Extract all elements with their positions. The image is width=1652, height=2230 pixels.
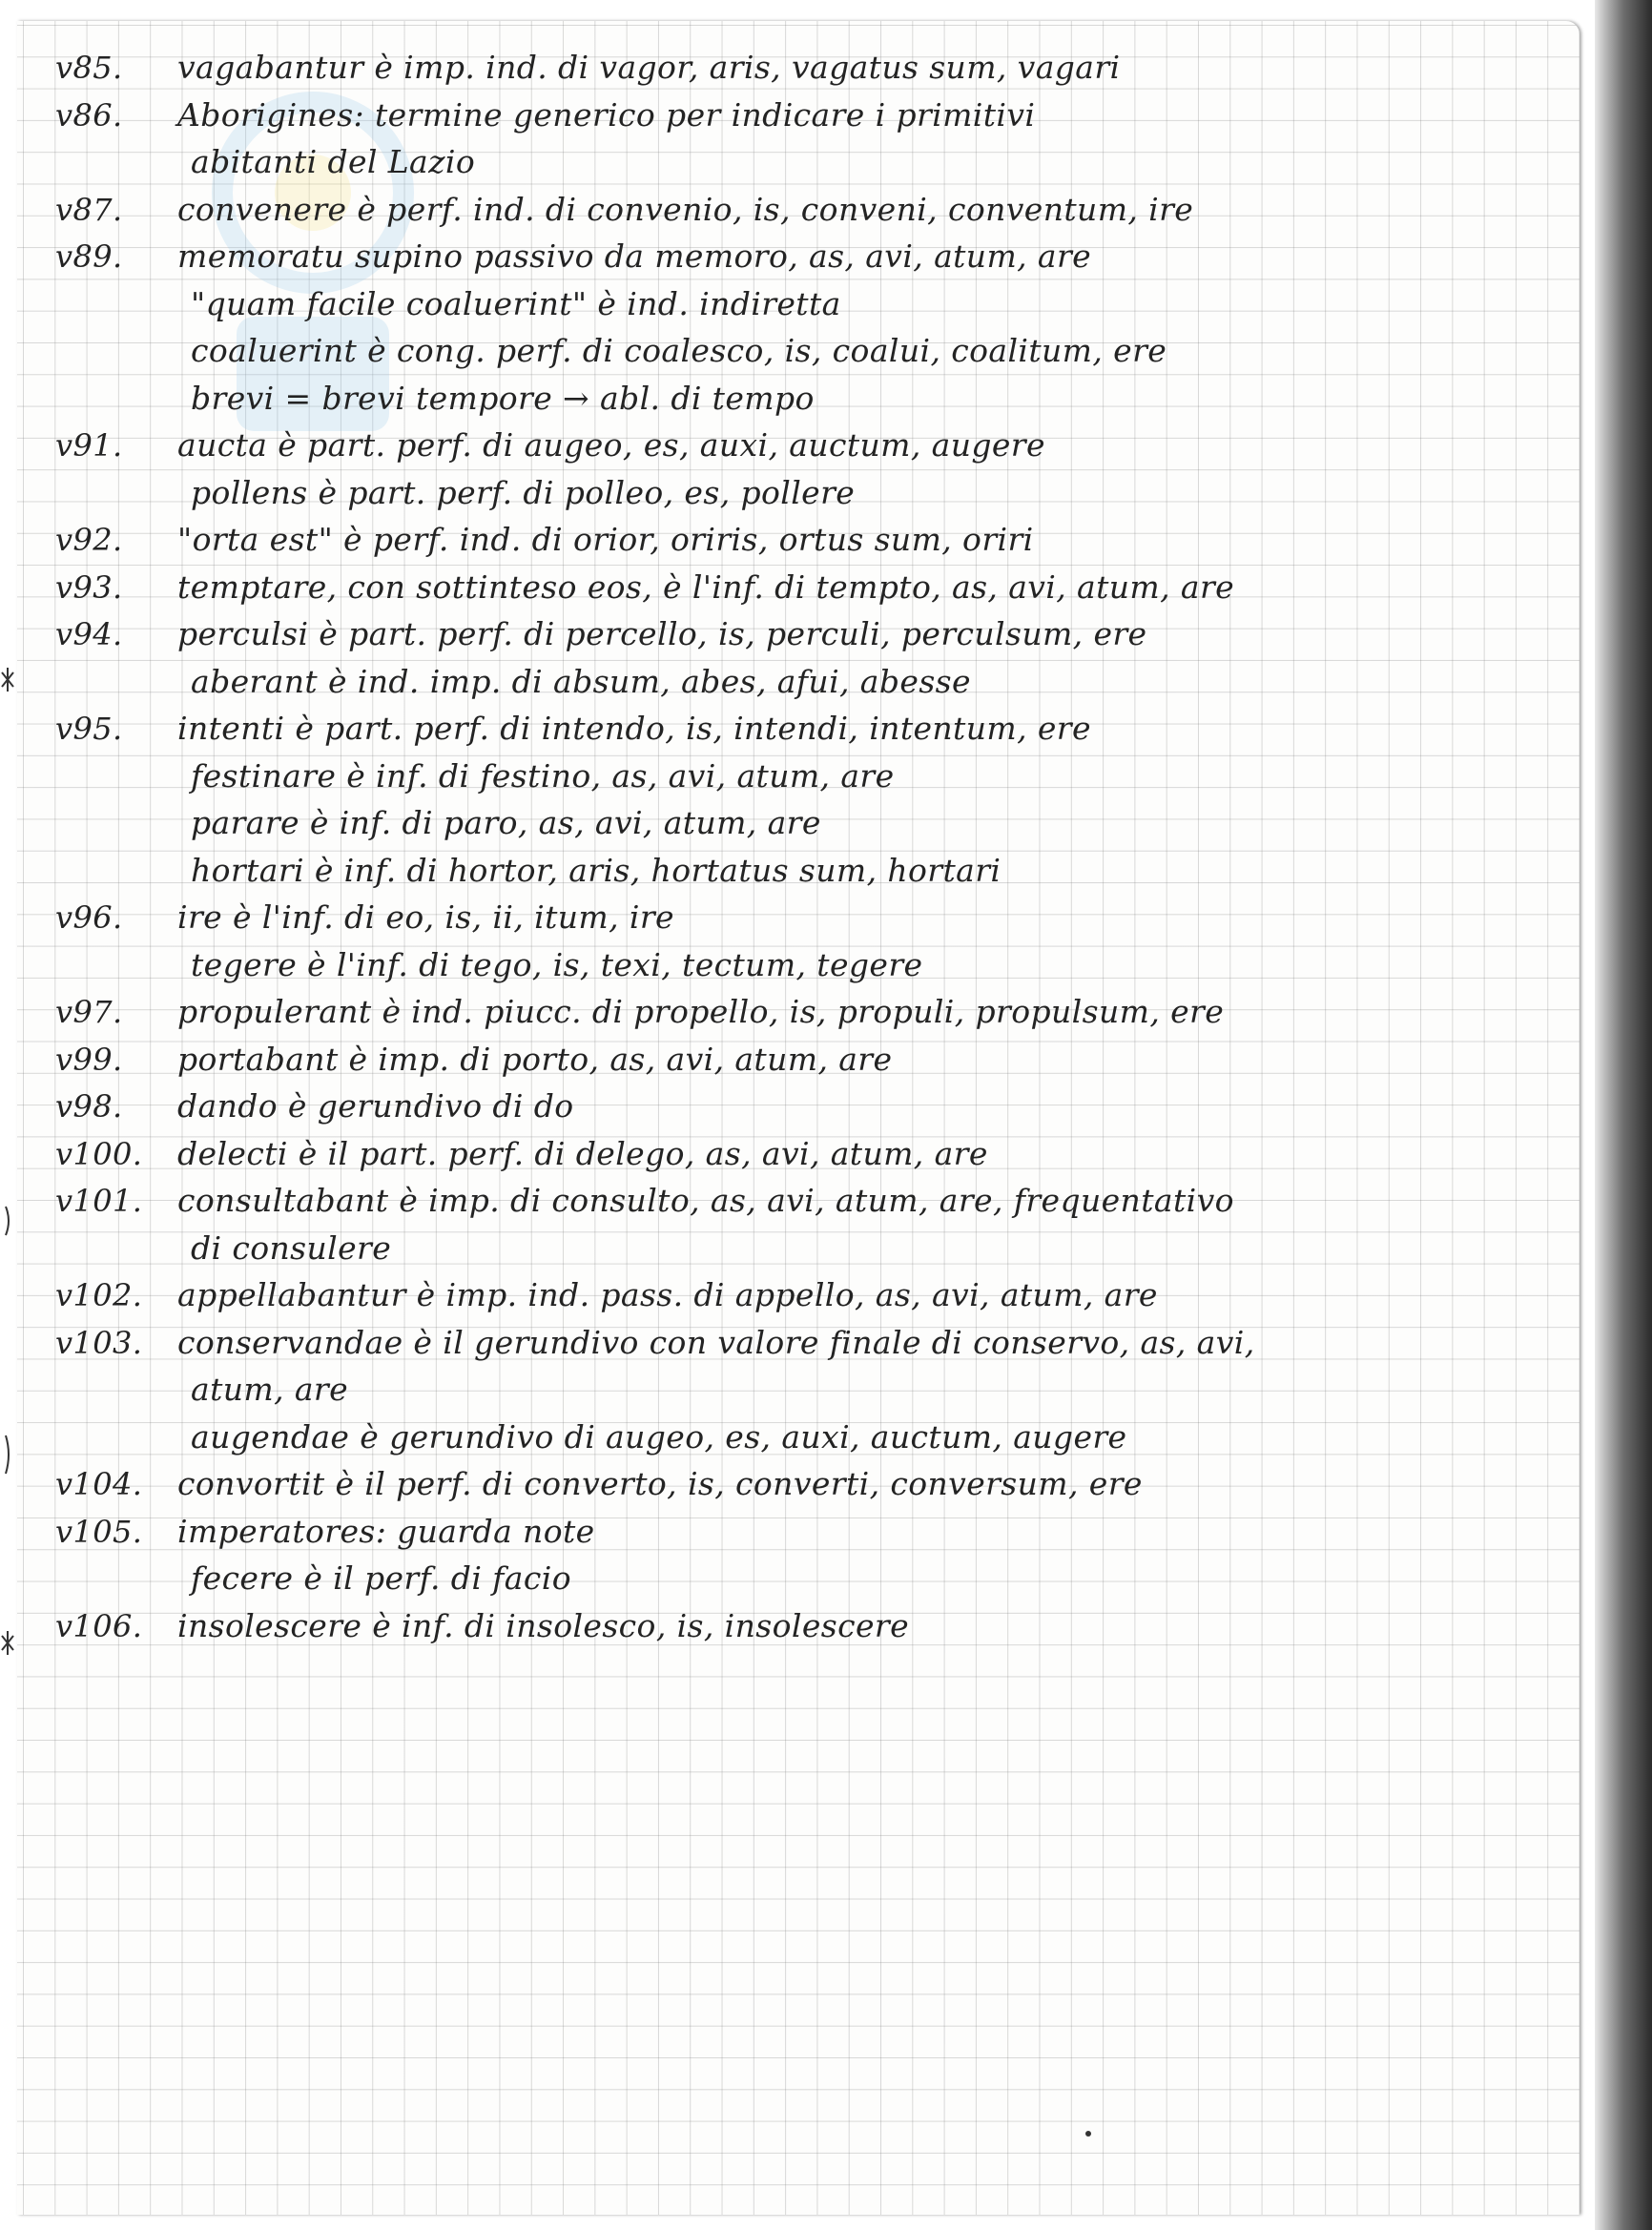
note-text: dando è gerundivo di do [177, 1087, 574, 1125]
note-text: pollens è part. perf. di polleo, es, pollere [191, 473, 856, 511]
note-line [55, 1271, 1543, 1319]
note-line [55, 610, 1543, 658]
note-line [55, 705, 1543, 753]
line-number: v105. [55, 1513, 143, 1550]
line-number: v91. [55, 427, 123, 464]
margin-asterisk-mark [2, 668, 13, 692]
note-line [55, 1366, 1543, 1414]
line-number: v85. [55, 50, 123, 86]
note-line [55, 1602, 1543, 1650]
notebook-page [17, 21, 1580, 2215]
note-line [55, 186, 1543, 234]
note-text: fecere è il perf. di facio [191, 1559, 571, 1597]
note-text: intenti è part. perf. di intendo, is, intendi, intentum, ere [177, 710, 1091, 747]
note-line [55, 1130, 1543, 1178]
note-text: aberant è ind. imp. di absum, abes, afui, abesse [191, 662, 971, 700]
note-text: ire è l'inf. di eo, is, ii, itum, ire [177, 898, 674, 936]
line-number: v87. [55, 191, 123, 228]
note-line [55, 92, 1543, 139]
note-text: abitanti del Lazio [191, 143, 476, 180]
note-line [55, 1414, 1543, 1461]
note-line [55, 1083, 1543, 1130]
note-line [55, 375, 1543, 423]
note-text: delecti è il part. perf. di delego, as, avi, atum, are [177, 1134, 988, 1172]
note-line [55, 1177, 1543, 1225]
note-text: "orta est" è perf. ind. di orior, oriris, ortus sum, oriri [177, 521, 1034, 558]
note-text: coaluerint è cong. perf. di coalesco, is, coalui, coalitum, ere [191, 332, 1167, 369]
note-text: augendae è gerundivo di augeo, es, auxi, auctum, augere [191, 1417, 1127, 1456]
note-text: di consulere [191, 1229, 392, 1267]
note-text: parare è inf. di paro, as, avi, atum, are [191, 804, 821, 841]
note-line [55, 138, 1543, 186]
line-number: v106. [55, 1607, 143, 1644]
note-text: festinare è inf. di festino, as, avi, atum, are [191, 756, 895, 795]
note-text: convortit è il perf. di converto, is, converti, conversum, ere [177, 1465, 1143, 1502]
note-line [55, 988, 1543, 1036]
margin-paren-mark [6, 1207, 9, 1235]
margin-asterisk-mark [2, 1631, 13, 1655]
note-line [55, 847, 1543, 895]
note-line [55, 469, 1543, 517]
note-text: convenere è perf. ind. di convenio, is, conveni, conventum, ire [177, 190, 1194, 228]
note-line [55, 1460, 1543, 1508]
note-text: appellabantur è imp. ind. pass. di appello, as, avi, atum, are [177, 1276, 1158, 1313]
margin-marks [0, 0, 17, 2230]
note-text: vagabantur è imp. ind. di vagor, aris, vagatus sum, vagari [177, 49, 1121, 86]
note-text: "quam facile coaluerint" è ind. indiretta [191, 284, 841, 322]
note-text: perculsi è part. perf. di percello, is, perculi, perculsum, ere [177, 615, 1147, 652]
note-line [55, 941, 1543, 989]
note-text: tegere è l'inf. di tego, is, texi, tectum, tegere [191, 945, 923, 983]
line-number: v89. [55, 238, 123, 275]
note-line [55, 280, 1543, 328]
note-line [55, 1555, 1543, 1602]
line-number: v104. [55, 1466, 143, 1502]
note-line [55, 422, 1543, 469]
note-text: insolescere è inf. di insolesco, is, insolescere [177, 1606, 910, 1644]
note-text: consultabant è imp. di consulto, as, avi, atum, are, frequentativo [177, 1182, 1234, 1219]
note-text: hortari è inf. di hortor, aris, hortatus sum, hortari [191, 851, 1002, 889]
note-text: atum, are [191, 1371, 349, 1408]
line-number: v99. [55, 1041, 123, 1078]
line-number: v98. [55, 1088, 123, 1125]
note-text: aucta è part. perf. di augeo, es, auxi, auctum, augere [177, 426, 1045, 464]
note-text: memoratu supino passivo da memoro, as, avi, atum, are [177, 237, 1092, 275]
note-text: conservandae è il gerundivo con valore finale di conservo, as, avi, [177, 1323, 1255, 1361]
note-line [55, 1319, 1543, 1367]
line-number: v97. [55, 994, 123, 1030]
note-line [55, 753, 1543, 800]
note-text: portabant è imp. di porto, as, avi, atum, are [177, 1040, 893, 1078]
note-text: temptare, con sottinteso eos, è l'inf. di tempto, as, avi, atum, are [177, 568, 1235, 606]
note-line [55, 1225, 1543, 1272]
line-number: v92. [55, 522, 123, 558]
note-text: Aborigines: termine generico per indicare i primitivi [177, 95, 1036, 134]
note-line [55, 564, 1543, 611]
note-text: brevi = brevi tempore → abl. di tempo [191, 379, 815, 417]
note-line [55, 894, 1543, 941]
note-line [55, 658, 1543, 706]
line-number: v95. [55, 711, 123, 747]
desk-background [1595, 0, 1652, 2230]
note-line [55, 799, 1543, 847]
line-number: v86. [55, 96, 123, 134]
line-number: v101. [55, 1183, 143, 1219]
note-line [55, 233, 1543, 280]
line-number: v94. [55, 616, 123, 652]
line-number: v102. [55, 1277, 143, 1313]
line-number: v96. [55, 899, 123, 936]
note-line [55, 516, 1543, 564]
note-line [55, 1036, 1543, 1084]
note-text: imperatores: guarda note [177, 1512, 595, 1550]
note-line [55, 44, 1543, 92]
note-line [55, 327, 1543, 375]
line-number: v103. [55, 1324, 143, 1361]
margin-paren-mark [6, 1435, 9, 1474]
note-text: propulerant è ind. piucc. di propello, is, propuli, propulsum, ere [177, 993, 1225, 1030]
ink-dot [1085, 2131, 1091, 2137]
line-number: v100. [55, 1135, 143, 1172]
note-line [55, 1508, 1543, 1556]
line-number: v93. [55, 568, 123, 606]
notes-list [55, 44, 1543, 1649]
